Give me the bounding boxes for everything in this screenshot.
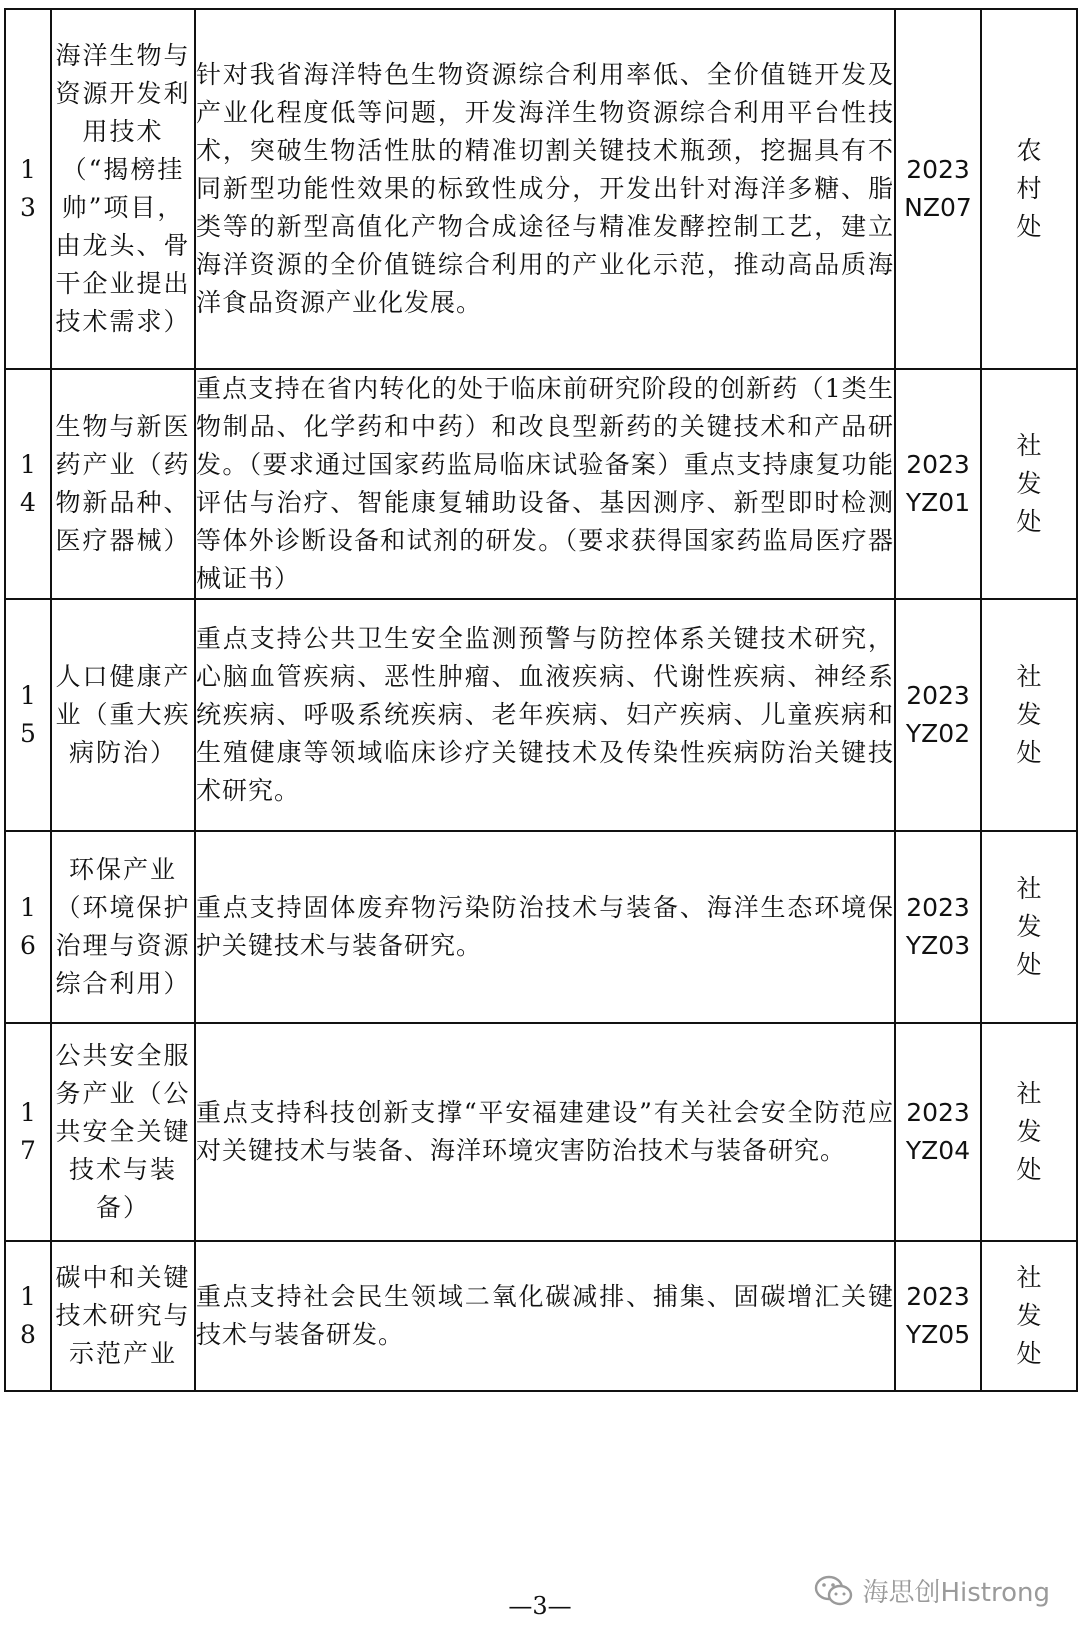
dept-cell: 农村处	[981, 9, 1077, 369]
code-cell: 2023 YZ03	[895, 831, 981, 1023]
code-cell: 2023 YZ02	[895, 599, 981, 831]
description-cell: 重点支持公共卫生安全监测预警与防控体系关键技术研究，心脑血管疾病、恶性肿瘤、血液疾病、代谢性疾病、神经系统疾病、呼吸系统疾病、老年疾病、妇产疾病、儿童疾病和生殖健康等领域临床诊疗关键技术及传染性疾病防治关键技术研究。	[195, 599, 895, 831]
domain-cell: 碳中和关键技术研究与示范产业	[51, 1241, 195, 1391]
watermark-text: 海思创Histrong	[862, 1578, 1050, 1608]
code-cell: 2023 YZ04	[895, 1023, 981, 1241]
dept-cell: 社发处	[981, 1023, 1077, 1241]
row-number: 16	[5, 831, 51, 1023]
dept-cell: 社发处	[981, 831, 1077, 1023]
table-row	[5, 9, 1077, 369]
description-cell: 重点支持社会民生领域二氧化碳减排、捕集、固碳增汇关键技术与装备研发。	[195, 1241, 895, 1391]
table-row	[5, 1023, 1077, 1241]
row-number: 17	[5, 1023, 51, 1241]
domain-cell: 人口健康产业（重大疾病防治）	[51, 599, 195, 831]
row-number: 13	[5, 9, 51, 369]
table-row	[5, 1241, 1077, 1391]
code-cell: 2023 YZ05	[895, 1241, 981, 1391]
row-number: 18	[5, 1241, 51, 1391]
description-cell: 针对我省海洋特色生物资源综合利用率低、全价值链开发及产业化程度低等问题，开发海洋生物资源综合利用平台性技术，突破生物活性肽的精准切割关键技术瓶颈，挖掘具有不同新型功能性效果的标致性成分，开发出针对海洋多糖、脂类等的新型高值化产物合成途径与精准发酵控制工艺，建立海洋资源的全价值链综合利用的产业化示范，推动高品质海洋食品资源产业化发展。	[195, 9, 895, 369]
domain-cell: 公共安全服务产业（公共安全关键技术与装备）	[51, 1023, 195, 1241]
description-cell: 重点支持科技创新支撑“平安福建建设”有关社会安全防范应对关键技术与装备、海洋环境灾害防治技术与装备研究。	[195, 1023, 895, 1241]
domain-cell: 环保产业（环境保护治理与资源综合利用）	[51, 831, 195, 1023]
description-cell: 重点支持在省内转化的处于临床前研究阶段的创新药（1类生物制品、化学药和中药）和改良型新药的关键技术和产品研发。（要求通过国家药监局临床试验备案）重点支持康复功能评估与治疗、智能康复辅助设备、基因测序、新型即时检测等体外诊断设备和试剂的研发。（要求获得国家药监局医疗器械证书）	[195, 369, 895, 599]
page-number: —3—	[508, 1592, 572, 1620]
row-number: 14	[5, 369, 51, 599]
code-cell: 2023 YZ01	[895, 369, 981, 599]
row-number: 15	[5, 599, 51, 831]
dept-cell: 社发处	[981, 369, 1077, 599]
table-row	[5, 369, 1077, 599]
dept-cell: 社发处	[981, 599, 1077, 831]
dept-cell: 社发处	[981, 1241, 1077, 1391]
domain-cell: 生物与新医药产业（药物新品种、医疗器械）	[51, 369, 195, 599]
description-cell: 重点支持固体废弃物污染防治技术与装备、海洋生态环境保护关键技术与装备研究。	[195, 831, 895, 1023]
code-cell: 2023 NZ07	[895, 9, 981, 369]
project-table	[4, 8, 1078, 1392]
table-row	[5, 831, 1077, 1023]
domain-cell: 海洋生物与资源开发利用技术（“揭榜挂帅”项目，由龙头、骨干企业提出技术需求）	[51, 9, 195, 369]
table-row	[5, 599, 1077, 831]
